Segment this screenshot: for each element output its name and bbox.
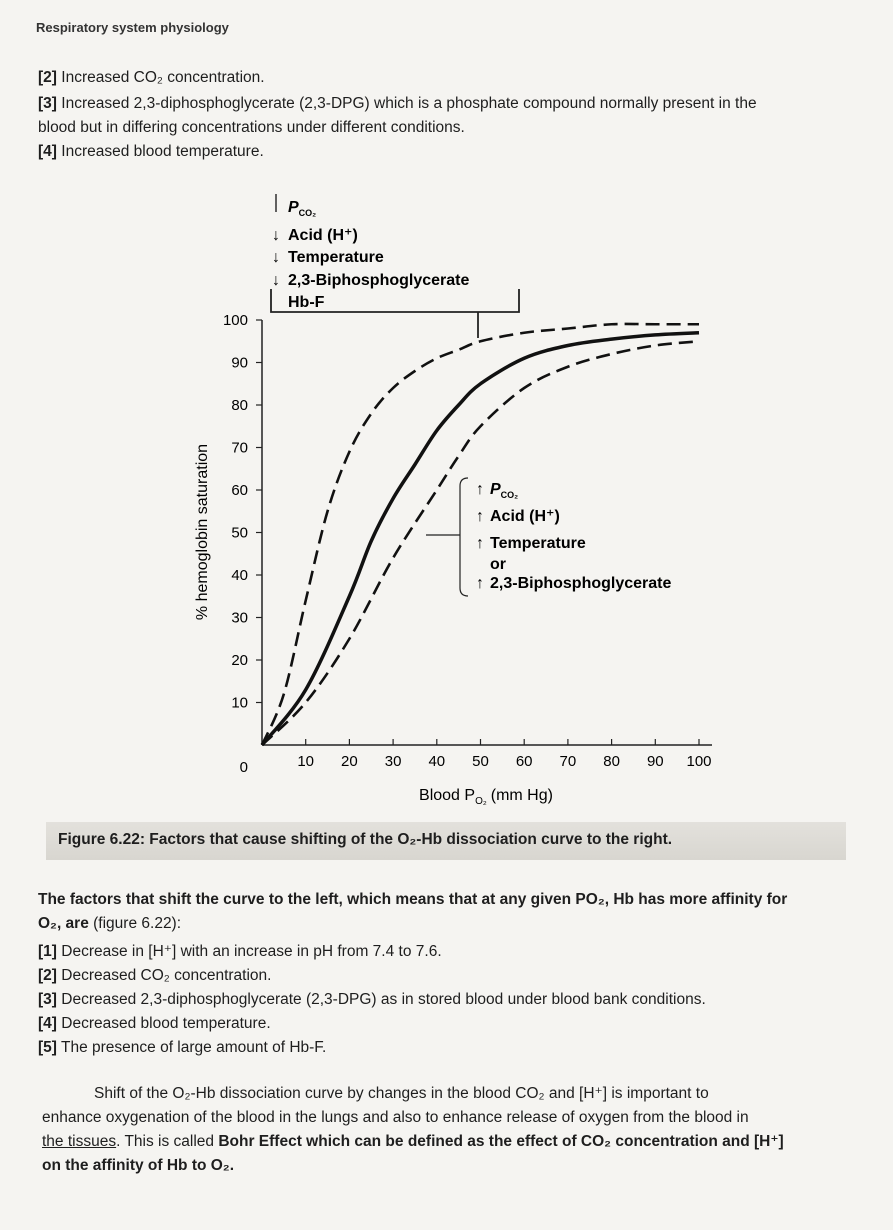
svg-text:↓: ↓ (272, 272, 280, 289)
bohr-paragraph-line: the tissues. This is called Bohr Effect which can be defined as the effect of CO₂ concentration and [H⁺] (42, 1133, 784, 1150)
bohr-paragraph-line: Shift of the O₂-Hb dissociation curve by changes in the blood CO₂ and [H⁺] is important to (94, 1085, 709, 1102)
list-item: [2] Increased CO₂ concentration. (38, 69, 265, 86)
svg-text:PCO₂: $P_{CO_2}$ (490, 481, 519, 500)
x-tick-label: 10 (297, 753, 315, 770)
x-tick-label: 30 (384, 753, 402, 770)
list-item: [3] Increased 2,3-diphosphoglycerate (2,3-DPG) which is a phosphate compound normally present in the (38, 95, 757, 112)
y-tick-label: 60 (231, 482, 248, 499)
list-item: [4] Increased blood temperature. (38, 143, 264, 160)
y-tick-label: 30 (231, 609, 248, 627)
list-item: [3] Decreased 2,3-diphosphoglycerate (2,3-DPG) as in stored blood under blood bank conditions. (38, 991, 706, 1008)
list-item: [1] Decrease in [H⁺] with an increase in pH from 7.4 to 7.6. (38, 943, 442, 960)
svg-text:↑: ↑ (476, 575, 484, 592)
figure-caption: Figure 6.22: Factors that cause shifting of the O₂-Hb dissociation curve to the right. (58, 831, 673, 848)
svg-text:Acid (H⁺): Acid (H⁺) (490, 508, 560, 525)
chart-axes (262, 320, 712, 745)
svg-text:↑: ↑ (476, 481, 484, 498)
svg-text:2,3-Biphosphoglycerate: 2,3-Biphosphoglycerate (490, 575, 672, 592)
y-tick-label: 10 (231, 694, 248, 712)
y-tick-label: 70 (231, 439, 248, 457)
y-tick-label: 80 (231, 397, 248, 414)
svg-text:Acid (H⁺): Acid (H⁺) (288, 227, 358, 244)
left-shift-annotation (271, 194, 519, 338)
oxygen-dissociation-chart (0, 180, 893, 810)
x-tick-label: 50 (472, 753, 489, 770)
bohr-paragraph-line: enhance oxygenation of the blood in the lungs and also to enhance release of oxygen from the blood in (42, 1109, 749, 1126)
svg-text:↑: ↑ (476, 535, 484, 552)
svg-text:PCO₂: $P_{CO_2}$ (288, 199, 317, 218)
running-title: Respiratory system physiology (36, 20, 229, 35)
brace (460, 478, 468, 596)
x-tick-label: 40 (428, 753, 446, 770)
bohr-paragraph-line: on the affinity of Hb to O₂. (42, 1157, 235, 1174)
left-shift-intro: The factors that shift the curve to the left, which means that at any given PO₂, Hb has more affinity for (38, 891, 788, 908)
x-tick-label: 100 (686, 753, 712, 770)
svg-text:↑: ↑ (476, 508, 484, 525)
x-tick-label: 70 (559, 753, 577, 770)
svg-text:↓: ↓ (272, 227, 280, 244)
list-item-continuation: blood but in differing concentrations under different conditions. (38, 119, 465, 136)
x-tick-label: 20 (341, 753, 358, 770)
left-shift-intro-2: O₂, are (figure 6.22): (38, 915, 182, 932)
svg-text:Hb-F: Hb-F (288, 294, 325, 311)
x-axis-label: Blood $P_{O_2}$ (mm Hg) (419, 787, 553, 807)
y-tick-label: 40 (231, 567, 248, 584)
y-tick-label: 50 (231, 524, 248, 542)
y-tick-label: 20 (231, 652, 248, 669)
list-item: [4] Decreased blood temperature. (38, 1015, 271, 1032)
list-item: [5] The presence of large amount of Hb-F. (38, 1039, 327, 1056)
y-tick-label: 90 (231, 354, 248, 372)
y-tick-label: 0 (239, 759, 248, 776)
x-tick-label: 80 (603, 753, 620, 770)
svg-text:2,3-Biphosphoglycerate: 2,3-Biphosphoglycerate (288, 272, 470, 289)
svg-text:Temperature: Temperature (288, 249, 384, 266)
svg-text:↓: ↓ (272, 249, 280, 266)
y-axis-label: % hemoglobin saturation (194, 443, 211, 621)
x-tick-label: 90 (646, 753, 664, 770)
x-tick-label: 60 (515, 753, 533, 770)
right-shift-annotation (426, 478, 671, 596)
svg-text:or: or (490, 556, 506, 573)
list-item: [2] Decreased CO₂ concentration. (38, 967, 272, 984)
y-tick-label: 100 (222, 312, 248, 329)
svg-text:Temperature: Temperature (490, 535, 586, 552)
